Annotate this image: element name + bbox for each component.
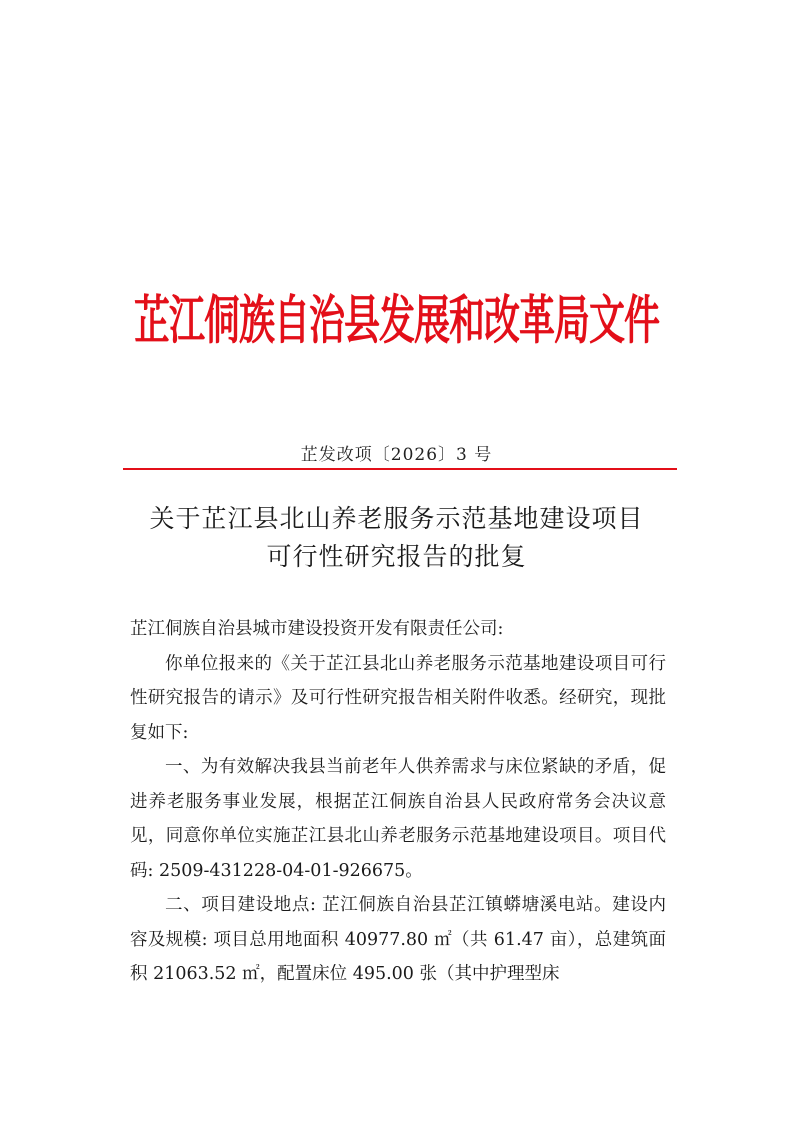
document-body [130,612,666,992]
document-title [0,500,793,576]
title-line-1: 关于芷江县北山养老服务示范基地建设项目 [149,504,644,533]
document-number: 芷发改项〔2026〕3 号 [300,445,493,465]
red-divider-line [123,468,677,470]
recipient-line: 芷江侗族自治县城市建设投资开发有限责任公司: [130,619,504,639]
body-paragraph-3: 二、项目建设地点: 芷江侗族自治县芷江镇蟒塘溪电站。建设内容及规模: 项目总用地面积 40977.80 ㎡（共 61.47 亩），总建筑面积 21063.52 ㎡，配置床位 495.00 张（其中护理型床 [130,895,666,984]
issuer-red-header: 芷江侗族自治县发展和改革局文件 [133,291,659,352]
body-paragraph-1: 你单位报来的《关于芷江县北山养老服务示范基地建设项目可行性研究报告的请示》及可行性研究报告相关附件收悉。经研究，现批复如下: [130,653,666,743]
body-paragraph-2: 一、为有效解决我县当前老年人供养需求与床位紧缺的矛盾，促进养老服务事业发展，根据芷江侗族自治县人民政府常务会决议意见，同意你单位实施芷江县北山养老服务示范基地建设项目。项目代码: 2509-431228-04-01-926675。 [130,757,666,881]
title-line-2: 可行性研究报告的批复 [266,542,527,571]
